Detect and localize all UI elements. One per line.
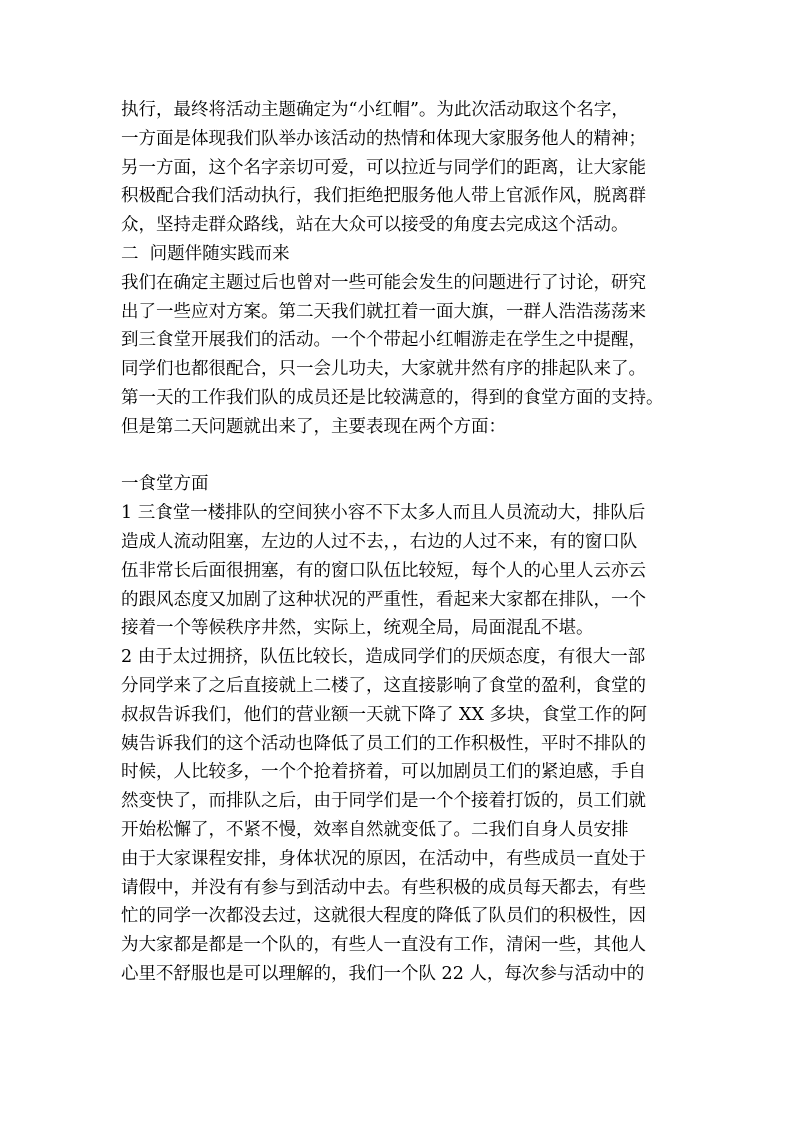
text-line: 1 三食堂一楼排队的空间狭小容不下太多人而且人员流动大，排队后 — [121, 503, 646, 524]
text-line: 2 由于太过拥挤，队伍比较长，造成同学们的厌烦态度，有很大一部 — [121, 647, 646, 668]
text-line: 开始松懈了，不紧不慢，效率自然就变低了。二我们自身人员安排 — [121, 819, 629, 840]
text-line: 众，坚持走群众路线，站在大众可以接受的角度去完成这个活动。 — [121, 215, 629, 236]
text-line: 分同学来了之后直接就上二楼了，这直接影响了食堂的盈利，食堂的 — [121, 675, 646, 696]
text-line: 另一方面，这个名字亲切可爱，可以拉近与同学们的距离，让大家能 — [121, 157, 646, 178]
text-line: 一方面是体现我们队举办该活动的热情和体现大家服务他人的精神； — [121, 128, 646, 149]
text-line: 伍非常长后面很拥塞，有的窗口队伍比较短，每个人的心里人云亦云 — [121, 560, 646, 581]
text-line: 接着一个等候秩序井然，实际上，统观全局，局面混乱不堪。 — [121, 618, 594, 639]
blank-line — [121, 442, 696, 471]
text-line: 我们在确定主题过后也曾对一些可能会发生的问题进行了讨论，研究 — [121, 272, 646, 293]
subsection-heading: 一食堂方面 — [121, 474, 209, 495]
text-line: 积极配合我们活动执行，我们拒绝把服务他人带上官派作风，脱离群 — [121, 186, 646, 207]
text-line: 时候，人比较多，一个个抢着挤着，可以加剧员工们的紧迫感，手自 — [121, 762, 646, 783]
text-line: 的跟风态度又加剧了这种状况的严重性，看起来大家都在排队，一个 — [121, 589, 646, 610]
text-line: 姨告诉我们的这个活动也降低了员工们的工作积极性，平时不排队的 — [121, 733, 646, 754]
text-line: 忙的同学一次都没去过，这就很大程度的降低了队员们的积极性，因 — [121, 906, 646, 927]
text-line: 出了一些应对方案。第二天我们就扛着一面大旗，一群人浩浩荡荡来 — [121, 301, 646, 322]
text-line: 请假中，并没有有参与到活动中去。有些积极的成员每天都去，有些 — [121, 877, 646, 898]
text-line: 第一天的工作我们队的成员还是比较满意的，得到的食堂方面的支持。 — [121, 387, 664, 408]
text-line: 造成人流动阻塞，左边的人过不去，，右边的人过不来，有的窗口队 — [121, 531, 638, 552]
text-line: 到三食堂开展我们的活动。一个个带起小红帽游走在学生之中提醒， — [121, 330, 646, 351]
text-line: 执行，最终将活动主题确定为“小红帽”。为此次活动取这个名字， — [121, 100, 629, 120]
text-line: 叔叔告诉我们，他们的营业额一天就下降了 XX 多块，食堂工作的阿 — [121, 704, 648, 725]
text-line: 为大家都是都是一个队的，有些人一直没有工作，清闲一些，其他人 — [121, 935, 646, 956]
section-heading: 二 问题伴随实践而来 — [121, 243, 290, 264]
text-line: 然变快了，而排队之后，由于同学们是一个个接着打饭的，员工们就 — [121, 791, 646, 812]
body-text — [121, 96, 696, 989]
text-line: 由于大家课程安排，身体状况的原因，在活动中，有些成员一直处于 — [121, 848, 646, 869]
text-line: 心里不舒服也是可以理解的，我们一个队 22 人，每次参与活动中的 — [121, 963, 645, 984]
text-line: 同学们也都很配合，只一会儿功夫，大家就井然有序的排起队来了。 — [121, 359, 646, 380]
text-line: 但是第二天问题就出来了，主要表现在两个方面： — [121, 416, 506, 437]
